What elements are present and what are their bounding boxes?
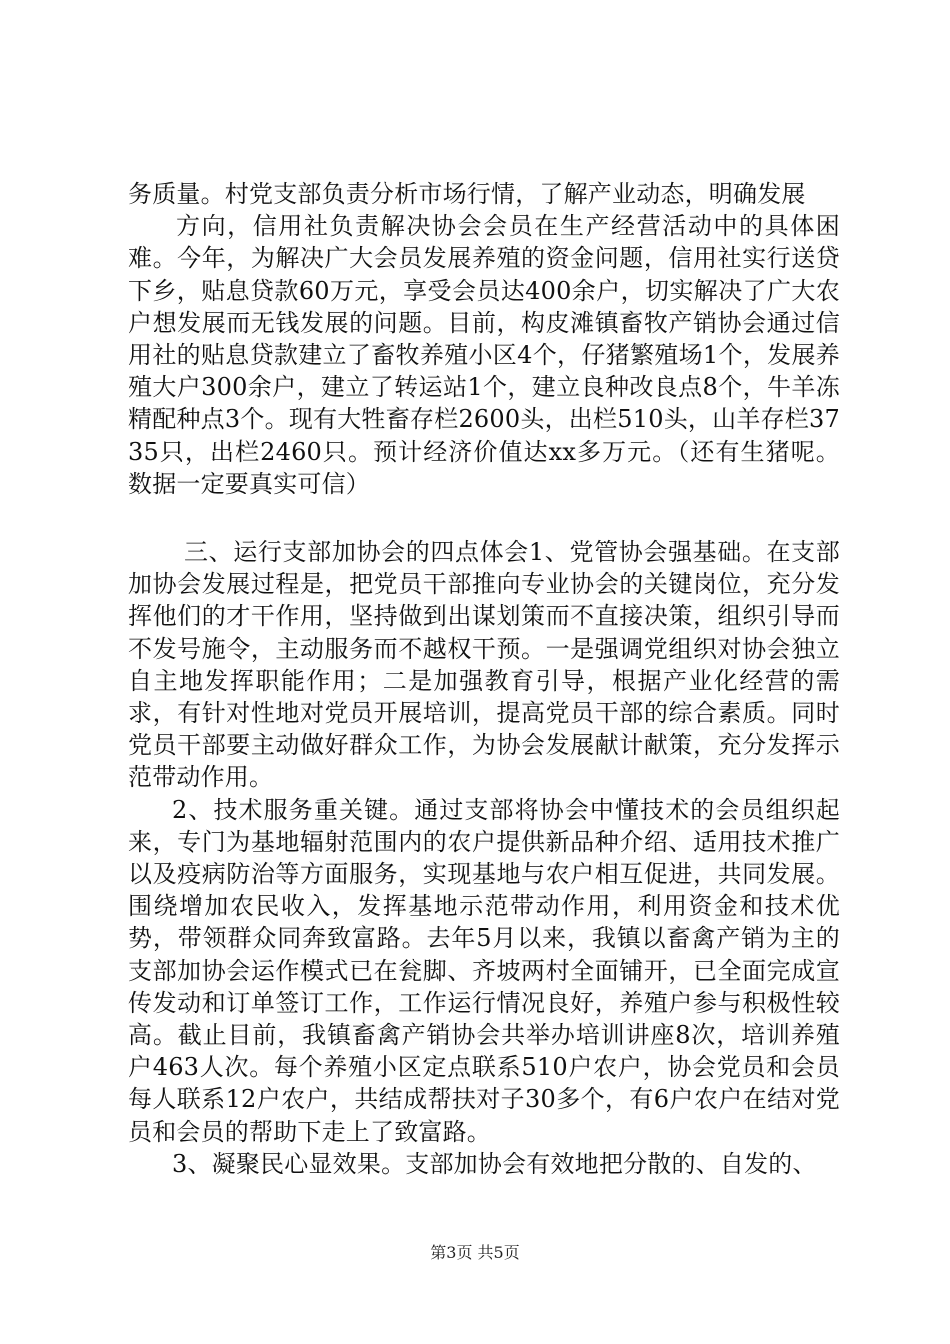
paragraph-section-three: 三、运行支部加协会的四点体会1、党管协会强基础。在支部加协会发展过程是，把党员干部推向专业协会的关键岗位，充分发挥他们的才干作用，坚持做到出谋划策而不直接决策，组织引导而不发号施令，主动服务而不越权干预。一是强调党组织对协会独立自主地发挥职能作用；二是加强教育引导，根据产业化经营的需求，有针对性地对党员开展培训，提高党员干部的综合素质。同时党员干部要主动做好群众工作，为协会发展献计献策，充分发挥示范带动作用。 [128,538,840,792]
paragraph-credit-union: 方向，信用社负责解决协会会员在生产经营活动中的具体困难。今年，为解决广大会员发展养殖的资金问题，信用社实行送贷下乡，贴息贷款60万元，享受会员达400余户，切实解决了广大农户想发展而无钱发展的问题。目前，构皮滩镇畜牧产销协会通过信用社的贴息贷款建立了畜牧养殖小区4个，仔猪繁殖场1个，发展养殖大户300余户，建立了转运站1个，建立良种改良点8个，牛羊冻精配种点3个。现有大牲畜存栏2600头，出栏510头，山羊存栏3735只，出栏2460只。预计经济价值达xx多万元。（还有生猪呢。数据一定要真实可信） [128,212,840,498]
paragraph-technical-service: 2、技术服务重关键。通过支部将协会中懂技术的会员组织起来，专门为基地辐射范围内的农户提供新品种介绍、适用技术推广以及疫病防治等方面服务，实现基地与农户相互促进，共同发展。围绕增加农民收入，发挥基地示范带动作用，利用资金和技术优势，带领群众同奔致富路。去年5月以来，我镇以畜禽产销为主的支部加协会运作模式已在瓮脚、齐坡两村全面铺开，已全面完成宣传发动和订单签订工作，工作运行情况良好，养殖户参与积极性较高。截止目前，我镇畜禽产销协会共举办培训讲座8次，培训养殖户463人次。每个养殖小区定点联系510户农户，协会党员和会员每人联系12户农户，共结成帮扶对子30多个，有6户农户在结对党员和会员的帮助下走上了致富路。 [128,795,840,1146]
document-body [128,178,840,1180]
paragraph-service-quality: 务质量。村党支部负责分析市场行情，了解产业动态，明确发展 [128,180,806,208]
paragraph-rally-support: 3、凝聚民心显效果。支部加协会有效地把分散的、自发的、 [172,1149,817,1178]
page-number-footer: 第3页 共5页 [430,1243,520,1262]
